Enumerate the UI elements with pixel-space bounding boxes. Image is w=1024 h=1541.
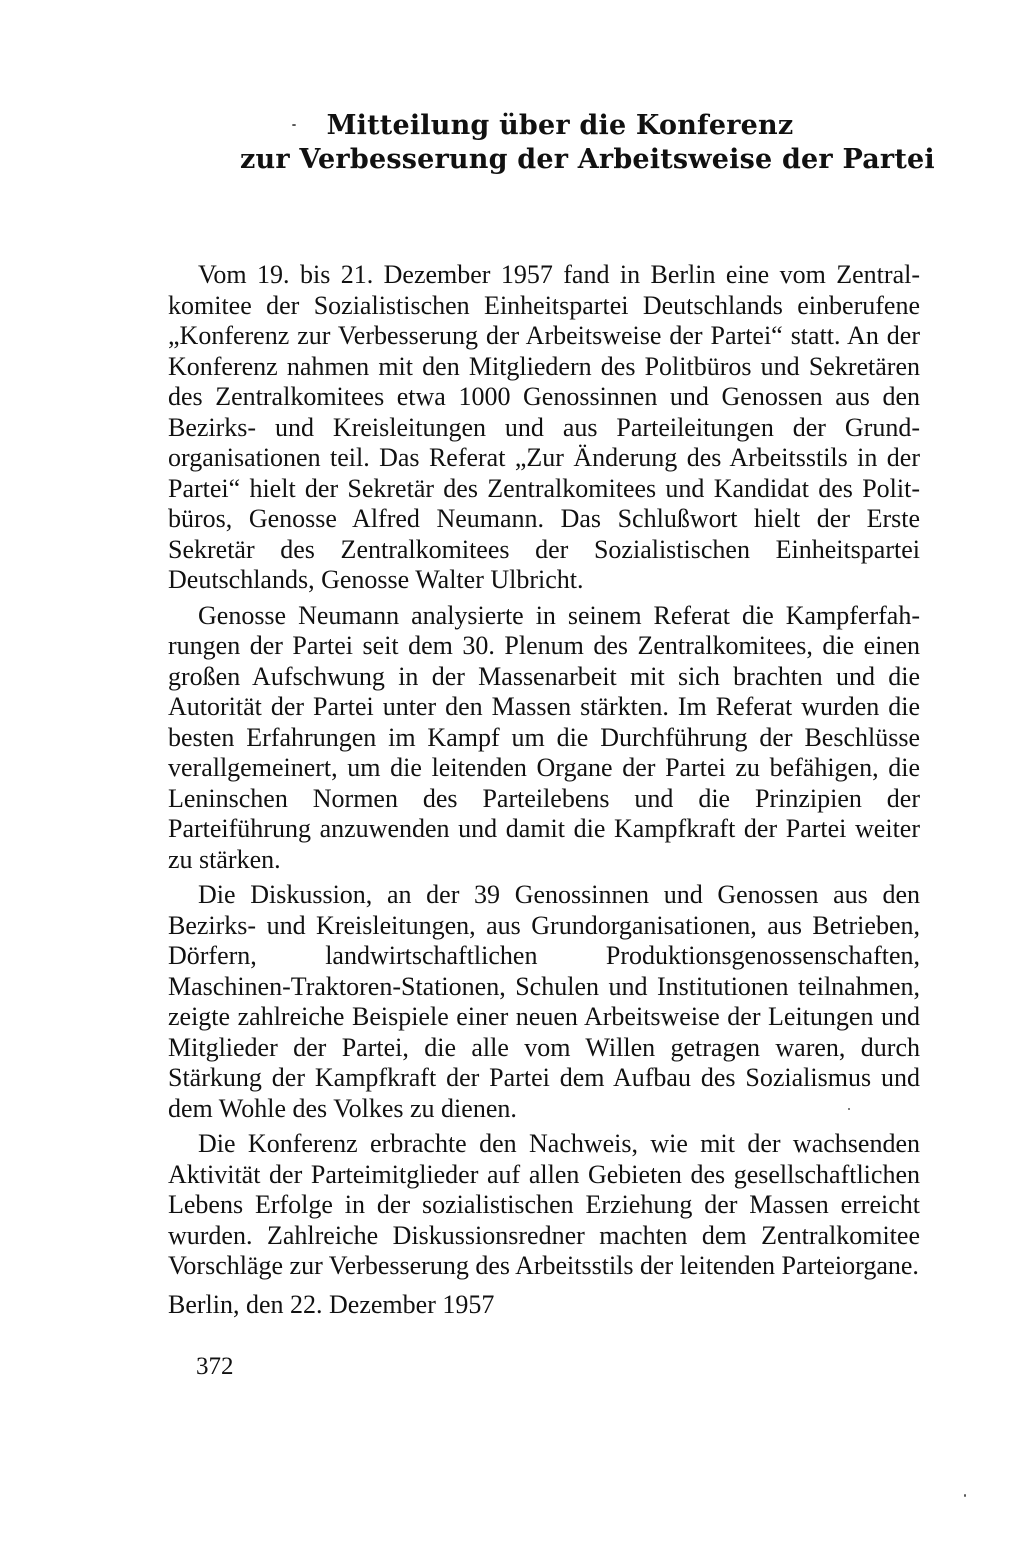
paragraph-4: Die Konferenz erbrachte den Nachweis, wie mit der wachsenden Aktivität der Parteimitglieder auf allen Gebieten des gesellschaftlichen Lebens Erfolge in der sozialistischen Erziehung der Massen erreicht wurden. Zahlreiche Diskussionsredner machten dem Zentralkomitee Vorschläge zur Verbesserung des Arbeitsstils der leitenden Parteiorgane. bbox=[168, 1129, 920, 1280]
document-body bbox=[168, 260, 920, 1282]
title-line-1: Mitteilung über die Konferenz bbox=[326, 110, 794, 141]
page-number: 372 bbox=[196, 1353, 234, 1380]
document-title bbox=[240, 108, 935, 177]
title-line-2: zur Verbesserung der Arbeitsweise der Partei bbox=[240, 144, 935, 175]
paragraph-3: Die Diskussion, an der 39 Genossinnen und Genossen aus den Bezirks- und Kreisleitungen, aus Grundorganisationen, aus Betrieben, Dörfern, landwirtschaftlichen Produktionsgenossenschaften, Maschinen-Traktoren-Stationen, Schulen und Institutionen teilnahmen, zeigte zahlreiche Beispiele einer neuen Arbeitsweise der Leitungen und Mitglieder der Partei, die alle vom Willen getragen waren, durch Stärkung der Kampfkraft der Partei dem Aufbau des Sozialismus und dem Wohle des Volkes zu dienen. bbox=[168, 880, 920, 1123]
paragraph-1: Vom 19. bis 21. Dezember 1957 fand in Berlin eine vom Zentralkomitee der Sozialistischen Einheitspartei Deutschlands einberufene „Konferenz zur Verbesserung der Arbeitsweise der Partei“ statt. An der Konferenz nahmen mit den Mitgliedern des Politbüros und Sekretären des Zentralkomitees etwa 1000 Genossinnen und Genossen aus den Bezirks- und Kreisleitungen und aus Parteileitungen der Grundorganisationen teil. Das Referat „Zur Änderung des Arbeitsstils in der Partei“ hielt der Sekretär des Zentralkomitees und Kandidat des Politbüros, Genosse Alfred Neumann. Das Schlußwort hielt der Erste Sekretär des Zentralkomitees der Sozialistischen Einheitspartei Deutschlands, Genosse Walter Ulbricht. bbox=[168, 260, 920, 594]
print-speck bbox=[848, 1108, 850, 1110]
print-speck bbox=[964, 1494, 966, 1497]
paragraph-2: Genosse Neumann analysierte in seinem Referat die Kampferfahrungen der Partei seit dem 30. Plenum des Zentralkomitees, die einen großen Aufschwung in der Massenarbeit mit sich brachten und die Autorität der Partei unter den Massen stärkten. Im Referat wurden die besten Erfahrungen im Kampf um die Durchführung der Beschlüsse verallgemeinert, um die leitenden Organe der Partei zu befähigen, die Leninschen Normen des Parteilebens und die Prinzipien der Parteiführung anzuwenden und damit die Kampfkraft der Partei weiter zu stärken. bbox=[168, 600, 920, 874]
dateline: Berlin, den 22. Dezember 1957 bbox=[168, 1290, 495, 1319]
